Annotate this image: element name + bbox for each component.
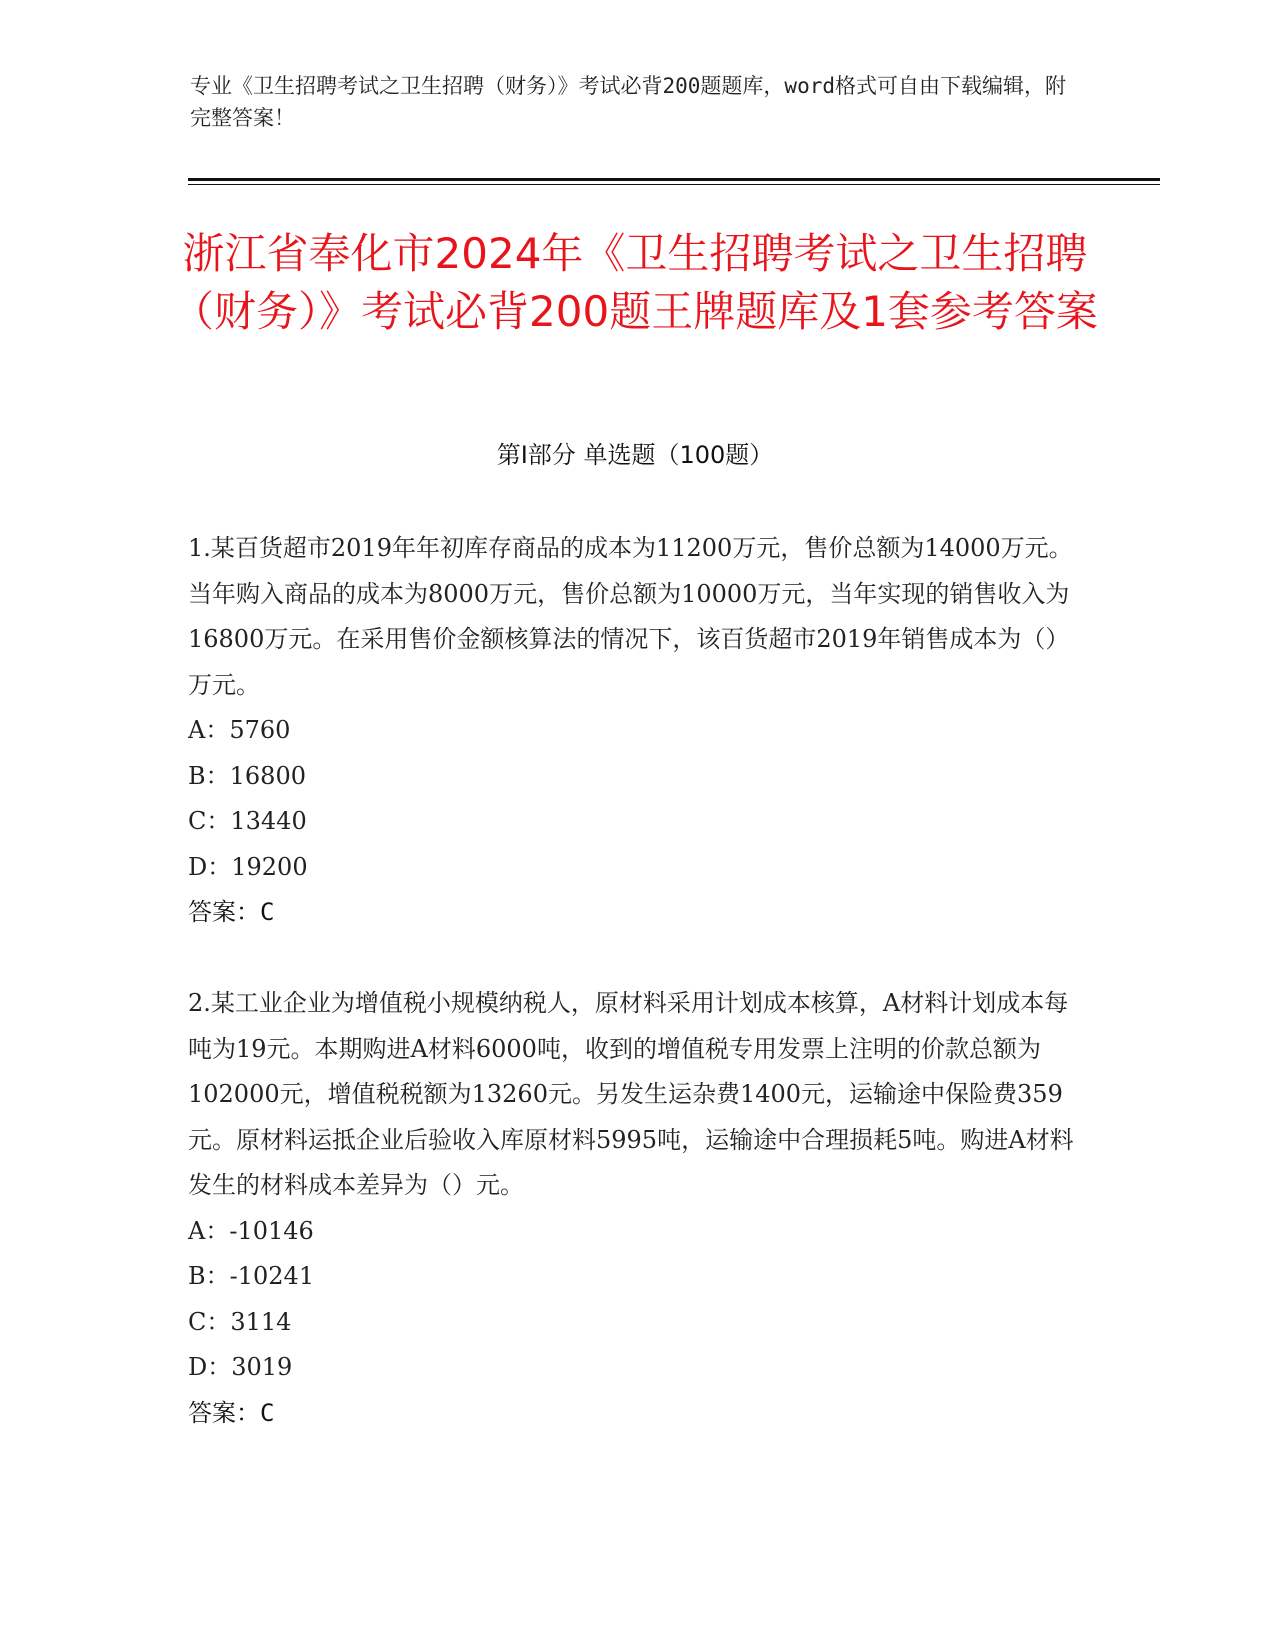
answer-value: C	[260, 1398, 275, 1427]
header-note: 专业《卫生招聘考试之卫生招聘（财务）》考试必背200题题库，word格式可自由下载编辑，附完整答案！	[190, 74, 1066, 130]
document-title: 浙江省奉化市2024年《卫生招聘考试之卫生招聘（财务）》考试必背200题王牌题库及1套参考答案	[172, 229, 1098, 336]
option-b: B：-10241	[188, 1262, 315, 1290]
option-b: B：16800	[188, 761, 306, 790]
answer-value: C	[260, 898, 275, 926]
answer-line	[188, 890, 1088, 936]
answer-line	[188, 1391, 1088, 1437]
option-a: A：-10146	[188, 1216, 314, 1245]
section-title: 第Ⅰ部分 单选题（100题）	[496, 441, 774, 469]
question-text: 2.某工业企业为增值税小规模纳税人，原材料采用计划成本核算，A材料计划成本每吨为19元。本期购进A材料6000吨，收到的增值税专用发票上注明的价款总额为102000元，增值税税额为13260元。另发生运杂费1400元，运输途中保险费359元。原材料运抵企业后验收入库原材料5995吨，运输途中合理损耗5吨。购进A材料发生的材料成本差异为（）元。	[188, 989, 1074, 1199]
option-c: C：13440	[188, 807, 307, 835]
option-d: D：19200	[188, 852, 308, 881]
option-d: D：3019	[188, 1353, 293, 1381]
question-text: 1.某百货超市2019年年初库存商品的成本为11200万元，售价总额为14000万元。当年购入商品的成本为8000万元，售价总额为10000万元，当年实现的销售收入为16800万元。在采用售价金额核算法的情况下，该百货超市2019年销售成本为（）万元。	[188, 534, 1073, 699]
answer-label: 答案：	[188, 1398, 260, 1427]
header-rule-thin	[188, 184, 1160, 185]
answer-label: 答案：	[188, 898, 260, 926]
option-a: A：5760	[188, 716, 291, 744]
option-c: C：3114	[188, 1307, 292, 1336]
header-rule-thick	[188, 178, 1160, 181]
question-2	[188, 981, 1088, 1436]
question-1	[188, 526, 1088, 936]
